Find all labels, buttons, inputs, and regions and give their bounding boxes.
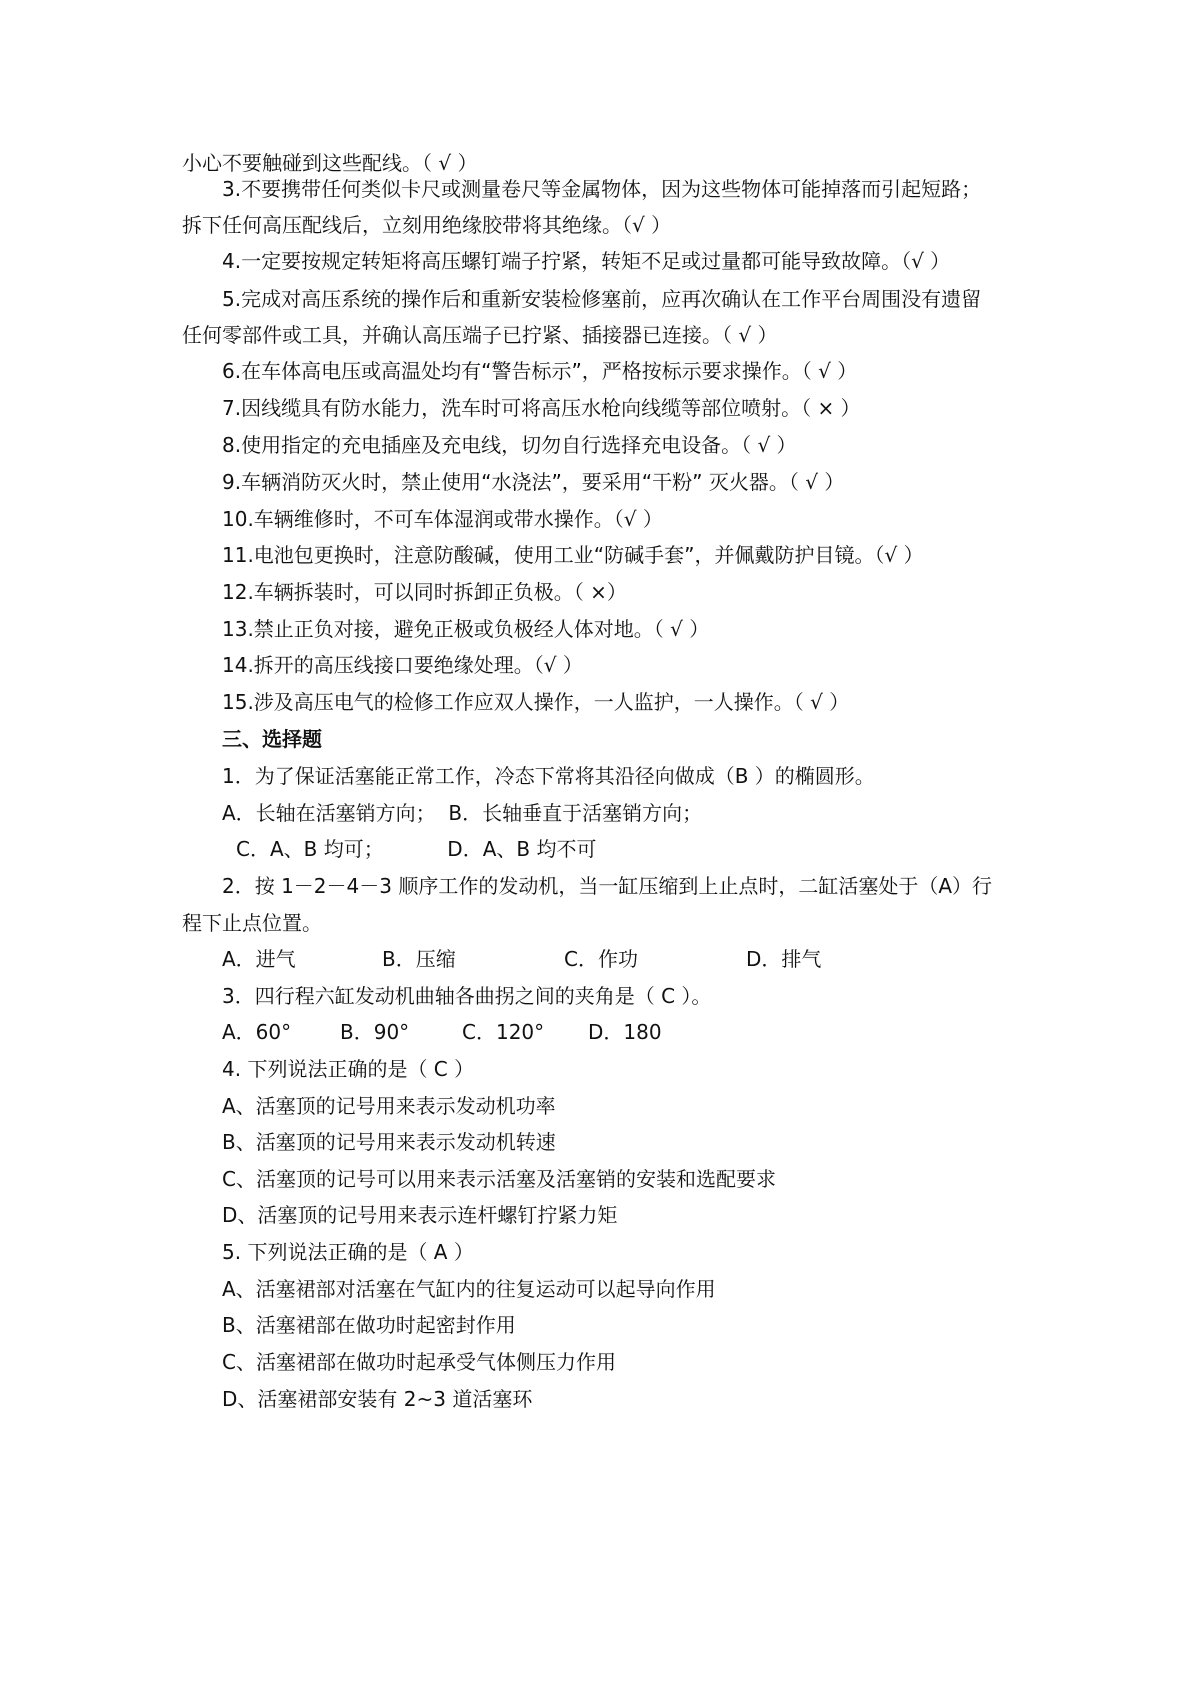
text-line: 15.涉及高压电气的检修工作应双人操作，一人监护，一人操作。（ √ ） [222, 690, 850, 714]
answer-option: B、活塞顶的记号用来表示发动机转速 [222, 1130, 556, 1154]
text-line: 9.车辆消防灭火时，禁止使用“水浇法”，要采用“干粉” 灭火器。（ √ ） [222, 470, 845, 494]
text-line: 11.电池包更换时，注意防酸碱，使用工业“防碱手套”，并佩戴防护目镜。（√ ） [222, 543, 924, 567]
answer-options [222, 946, 922, 972]
answer-option: A、活塞裙部对活塞在气缸内的往复运动可以起导向作用 [222, 1277, 716, 1301]
question-text: 5. 下列说法正确的是（ A ） [222, 1240, 474, 1264]
question-text: 4. 下列说法正确的是（ C ） [222, 1057, 475, 1081]
section-heading: 三、选择题 [222, 727, 322, 751]
answer-options: C．A、B 均可； D．A、B 均不可 [236, 837, 597, 861]
text-line: 3.不要携带任何类似卡尺或测量卷尺等金属物体，因为这些物体可能掉落而引起短路； [222, 177, 982, 201]
text-line: 13.禁止正负对接，避免正极或负极经人体对地。（ √ ） [222, 617, 710, 641]
answer-option: D、活塞顶的记号用来表示连杆螺钉拧紧力矩 [222, 1203, 618, 1227]
option-c: C．120° [462, 1020, 545, 1044]
answer-option: C、活塞顶的记号可以用来表示活塞及活塞销的安装和选配要求 [222, 1167, 776, 1191]
text-line: 小心不要触碰到这些配线。（ √ ） [182, 151, 478, 175]
option-a: A．60° [222, 1020, 292, 1044]
answer-option: B、活塞裙部在做功时起密封作用 [222, 1313, 516, 1337]
text-line: 8.使用指定的充电插座及充电线，切勿自行选择充电设备。（ √ ） [222, 433, 797, 457]
question-text: 程下止点位置。 [182, 911, 322, 935]
text-line: 拆下任何高压配线后，立刻用绝缘胶带将其绝缘。（√ ） [182, 213, 672, 237]
text-line: 4.一定要按规定转矩将高压螺钉端子拧紧，转矩不足或过量都可能导致故障。（√ ） [222, 249, 951, 273]
answer-options [222, 1019, 822, 1045]
option-c: C．作功 [564, 947, 638, 971]
option-d: D．180 [588, 1020, 662, 1044]
text-line: 12.车辆拆装时，可以同时拆卸正负极。（ ×） [222, 580, 627, 604]
option-b: B．90° [340, 1020, 410, 1044]
option-d: D．排气 [746, 947, 822, 971]
option-b: B．压缩 [382, 947, 456, 971]
text-line: 14.拆开的高压线接口要绝缘处理。（√ ） [222, 653, 583, 677]
text-line: 任何零部件或工具，并确认高压端子已拧紧、插接器已连接。（ √ ） [182, 323, 778, 347]
text-line: 5.完成对高压系统的操作后和重新安装检修塞前，应再次确认在工作平台周围没有遗留 [222, 287, 982, 311]
answer-option: A、活塞顶的记号用来表示发动机功率 [222, 1094, 556, 1118]
question-text: 1．为了保证活塞能正常工作，冷态下常将其沿径向做成（B ）的椭圆形。 [222, 764, 875, 788]
question-text: 2．按 1－2－4－3 顺序工作的发动机，当一缸压缩到上止点时，二缸活塞处于（A）行 [222, 874, 993, 898]
answer-option: D、活塞裙部安装有 2~3 道活塞环 [222, 1387, 533, 1411]
text-line: 7.因线缆具有防水能力，洗车时可将高压水枪向线缆等部位喷射。（ × ） [222, 396, 861, 420]
answer-option: C、活塞裙部在做功时起承受气体侧压力作用 [222, 1350, 616, 1374]
text-line: 10.车辆维修时，不可车体湿润或带水操作。（√ ） [222, 507, 663, 531]
text-line: 6.在车体高电压或高温处均有“警告标示”，严格按标示要求操作。（ √ ） [222, 359, 858, 383]
question-text: 3．四行程六缸发动机曲轴各曲拐之间的夹角是（ C ）。 [222, 984, 712, 1008]
answer-options: A．长轴在活塞销方向； B．长轴垂直于活塞销方向； [222, 801, 703, 825]
option-a: A．进气 [222, 947, 296, 971]
